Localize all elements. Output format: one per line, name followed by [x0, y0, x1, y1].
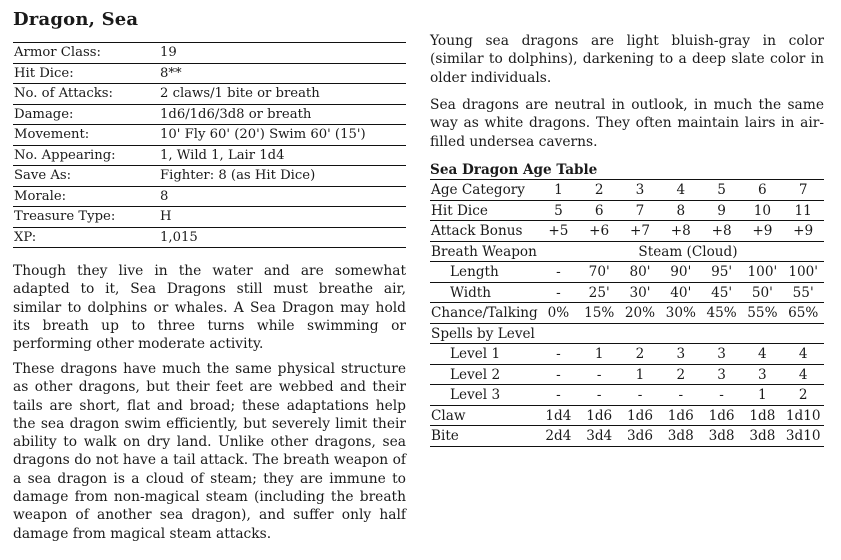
stat-value: 1, Wild 1, Lair 1d4 — [160, 147, 285, 163]
table-cell — [701, 324, 742, 344]
table-cell: - — [556, 366, 561, 383]
table-cell: 1 — [635, 366, 645, 383]
table-cell: 100' — [788, 264, 819, 280]
table-cell — [742, 324, 783, 344]
row-label: Attack Bonus — [431, 223, 523, 239]
table-cell: 1 — [758, 387, 767, 403]
table-cell — [538, 324, 579, 344]
table-cell-span: Steam (Cloud) — [638, 243, 738, 260]
stat-value: 10' Fly 60' (20') Swim 60' (15') — [160, 127, 366, 142]
table-cell: 2 — [676, 366, 686, 383]
table-row — [430, 283, 824, 304]
table-cell: 1d10 — [785, 407, 821, 424]
table-cell: 3d6 — [626, 428, 653, 444]
table-row — [430, 385, 824, 406]
table-cell: 70' — [588, 264, 610, 280]
table-cell: 3 — [676, 346, 686, 362]
stat-label: No. of Attacks: — [14, 86, 113, 101]
stat-row-armor-class — [13, 43, 406, 64]
table-cell: - — [556, 264, 561, 280]
table-cell: - — [556, 387, 561, 403]
table-cell: 30% — [665, 305, 696, 321]
table-cell — [783, 324, 824, 344]
stat-label: Movement: — [14, 127, 90, 142]
table-cell: 1d6 — [667, 407, 694, 424]
table-cell — [579, 324, 620, 344]
row-label: Spells by Level — [431, 325, 535, 342]
age-table-title: Sea Dragon Age Table — [430, 162, 598, 178]
stat-row-hit-dice — [13, 64, 406, 85]
stat-value: 1,015 — [160, 229, 198, 245]
table-cell: 3 — [758, 366, 767, 383]
table-cell — [620, 324, 661, 344]
stat-value: 8** — [160, 65, 182, 81]
table-cell: 6 — [594, 202, 604, 219]
stat-row-appearing — [13, 146, 406, 167]
table-row — [430, 201, 824, 222]
table-cell: 4 — [758, 346, 767, 362]
table-cell: +8 — [711, 223, 732, 239]
description-paragraph-physiology: These dragons have much the same physical structure as other dragons, but their feet are webbed and their tails are short, flat and broad; these adaptations help the sea dragon swim efficiently, but severely limit their ability to walk on dry land. Unlike other dragons, sea dragons do not have a tail attack. The breath weapon of a sea dragon is a cloud of steam; they are immune to damage from non-magical steam (including the breath weapon of another sea dragon), and suffer only half damage from magical steam attacks. — [13, 361, 406, 542]
row-label: Width — [450, 284, 492, 301]
table-cell: 5 — [554, 202, 563, 219]
table-cell: 1d8 — [749, 407, 776, 424]
stat-value: 19 — [160, 45, 177, 60]
description-paragraph-alignment: Sea dragons are neutral in outlook, in much the same way as white dragons. They often maintain lairs in air-filled undersea caverns. — [430, 97, 824, 150]
table-cell: 2 — [635, 346, 645, 362]
table-cell: 2 — [594, 182, 604, 198]
table-cell: 25' — [588, 284, 610, 301]
table-row — [430, 365, 824, 386]
table-cell: +9 — [793, 223, 814, 239]
table-cell: +6 — [589, 223, 610, 239]
table-cell: 45% — [706, 305, 737, 321]
table-cell — [660, 324, 701, 344]
table-cell: 11 — [794, 202, 812, 219]
table-cell: - — [678, 387, 684, 403]
table-cell: 45' — [711, 284, 733, 301]
table-row — [430, 242, 824, 263]
table-cell: 1d6 — [708, 407, 735, 424]
table-cell: 5 — [717, 182, 726, 198]
stat-row-movement — [13, 125, 406, 146]
stat-row-damage — [13, 105, 406, 126]
table-cell: 3d10 — [785, 428, 821, 444]
stat-label: Armor Class: — [14, 45, 101, 60]
table-cell: 9 — [717, 202, 726, 219]
table-cell: 100' — [747, 264, 778, 280]
description-paragraph-coloration: Young sea dragons are light bluish-gray in color (similar to dolphins), darkening to a deep slate color in older individuals. — [430, 33, 824, 86]
table-cell: 3 — [635, 182, 645, 198]
table-row — [430, 303, 824, 324]
table-cell: 55' — [792, 284, 814, 301]
table-row — [430, 406, 824, 427]
table-cell: 30' — [629, 284, 651, 301]
table-cell: 3d4 — [586, 428, 613, 444]
stat-value: 8 — [160, 188, 169, 204]
stat-value: H — [160, 209, 172, 224]
table-cell: - — [719, 387, 724, 403]
table-row — [430, 324, 824, 345]
table-cell: 50' — [751, 284, 773, 301]
table-cell: +7 — [629, 223, 651, 239]
table-cell: +5 — [548, 223, 569, 239]
table-cell: - — [637, 387, 643, 403]
table-cell: 4 — [798, 346, 808, 362]
stat-row-morale — [13, 187, 406, 208]
table-cell: 80' — [629, 264, 651, 280]
table-cell: 8 — [676, 202, 686, 219]
table-cell: 3 — [717, 346, 726, 362]
table-cell: 3d8 — [749, 428, 776, 444]
row-label: Length — [450, 264, 499, 280]
row-label: Breath Weapon — [431, 243, 537, 260]
stat-value: 2 claws/1 bite or breath — [160, 86, 320, 101]
table-cell: 1 — [594, 346, 604, 362]
table-cell: 4 — [676, 182, 686, 198]
table-row — [430, 426, 824, 447]
table-cell: +8 — [670, 223, 691, 239]
table-cell: 3d8 — [708, 428, 735, 444]
table-cell: 1d6 — [626, 407, 653, 424]
table-cell: 20% — [624, 305, 656, 321]
stat-label: Hit Dice: — [14, 65, 74, 81]
row-label: Bite — [431, 428, 459, 444]
row-label: Chance/Talking — [431, 305, 538, 321]
table-cell: 15% — [584, 305, 615, 321]
row-label: Age Category — [431, 182, 525, 198]
table-cell: 90' — [670, 264, 692, 280]
row-label: Hit Dice — [431, 202, 488, 219]
stat-label: Treasure Type: — [14, 209, 116, 224]
table-cell: - — [596, 366, 602, 383]
table-cell: +9 — [752, 223, 773, 239]
table-cell: - — [596, 387, 602, 403]
stat-label: Save As: — [14, 168, 72, 183]
table-cell: 65% — [788, 305, 819, 321]
table-cell: 7 — [798, 182, 808, 198]
table-cell: 3 — [717, 366, 726, 383]
row-label: Level 1 — [450, 346, 501, 362]
stat-value: 1d6/1d6/3d8 or breath — [160, 106, 312, 122]
table-cell: 1d6 — [586, 407, 613, 424]
table-cell: 40' — [670, 284, 692, 301]
table-cell: 6 — [758, 182, 767, 198]
age-table — [430, 179, 824, 447]
table-row — [430, 344, 824, 365]
stat-row-save-as — [13, 166, 406, 187]
description-paragraph-breathing: Though they live in the water and are somewhat adapted to it, Sea Dragons still must breathe air, similar to dolphins or whales. A Sea Dragon may hold its breath up to three turns while swimming or performing other moderate activity. — [13, 263, 406, 353]
stat-row-attacks — [13, 84, 406, 105]
table-cell: 95' — [711, 264, 733, 280]
table-cell: 7 — [635, 202, 645, 219]
table-cell: 2d4 — [545, 428, 572, 444]
table-cell: - — [556, 346, 561, 362]
table-cell: 4 — [798, 366, 808, 383]
table-cell: 1d4 — [545, 407, 572, 424]
table-cell: 1 — [554, 182, 563, 198]
stat-row-xp — [13, 228, 406, 249]
table-row — [430, 221, 824, 242]
table-row — [430, 180, 824, 201]
stat-label: No. Appearing: — [14, 147, 116, 163]
stat-row-treasure — [13, 207, 406, 228]
table-cell: 0% — [547, 305, 570, 321]
stat-label: XP: — [14, 229, 37, 245]
table-cell: 2 — [798, 387, 808, 403]
table-cell: 3d8 — [667, 428, 694, 444]
stat-label: Morale: — [14, 188, 67, 204]
table-cell: 55% — [747, 305, 778, 321]
stat-block — [13, 42, 406, 248]
stat-label: Damage: — [14, 106, 74, 122]
stat-value: Fighter: 8 (as Hit Dice) — [160, 168, 316, 183]
table-cell: 10 — [753, 202, 772, 219]
table-row — [430, 262, 824, 283]
row-label: Level 3 — [450, 387, 501, 403]
table-cell: - — [556, 284, 561, 301]
page-title: Dragon, Sea — [13, 9, 139, 30]
row-label: Claw — [431, 407, 466, 424]
row-label: Level 2 — [450, 366, 501, 383]
